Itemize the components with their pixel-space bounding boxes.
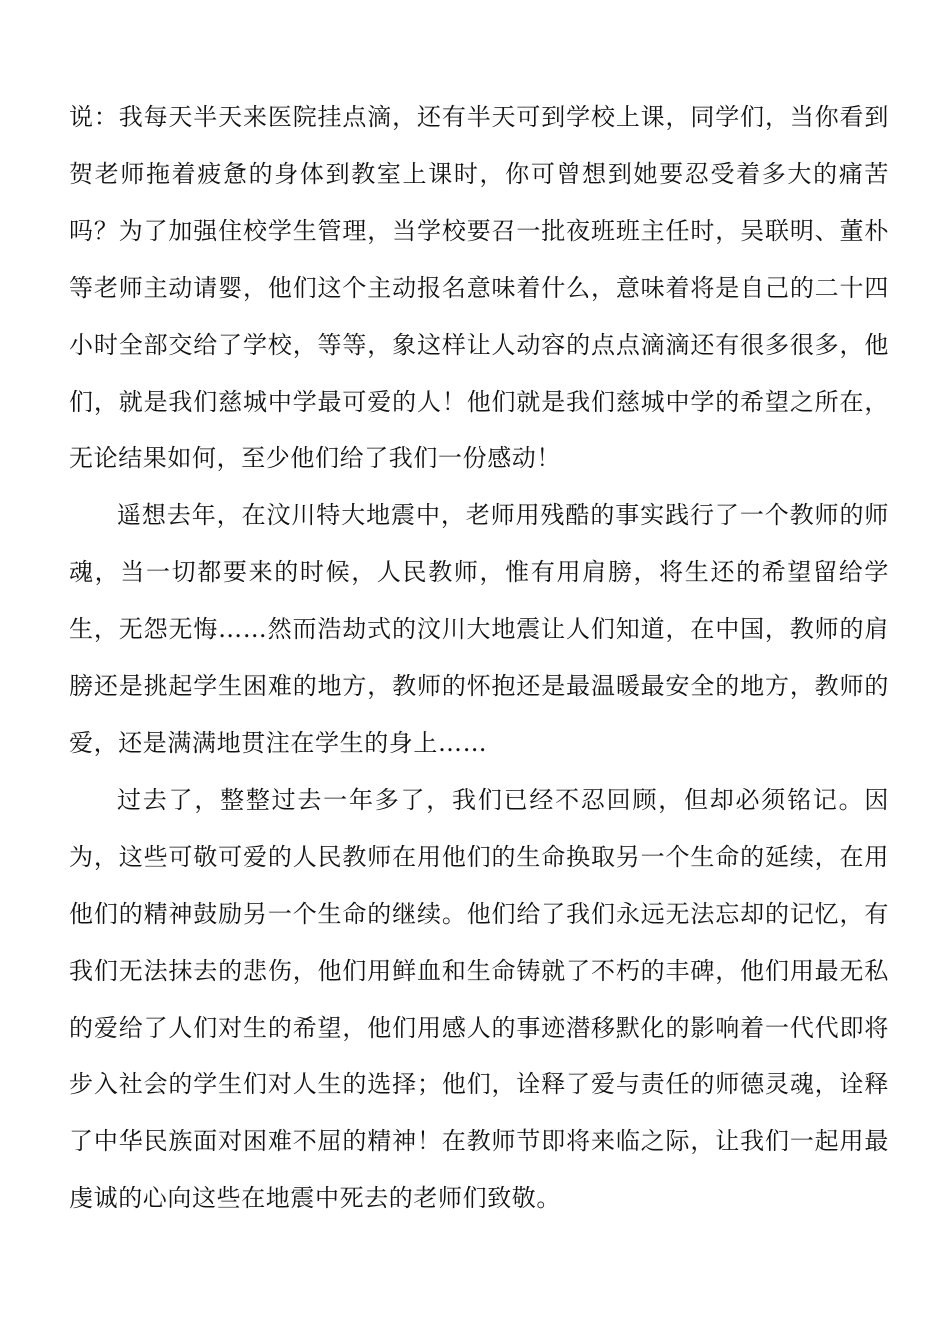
paragraph-continuation: 说：我每天半天来医院挂点滴，还有半天可到学校上课，同学们，当你看到贺老师拖着疲惫的身体到教室上课时，你可曾想到她要忍受着多大的痛苦吗？为了加强住校学生管理，当学校要召一批夜班班主任时，吴联明、董朴等老师主动请婴，他们这个主动报名意味着什么，意味着将是自己的二十四小时全部交给了学校，等等，象这样让人动容的点点滴滴还有很多很多，他们，就是我们慈城中学最可爱的人！他们就是我们慈城中学的希望之所在，无论结果如何，至少他们给了我们一份感动！ — [69, 103, 889, 473]
body-text — [69, 89, 889, 1227]
paragraph-wenchuan-earthquake: 遥想去年，在汶川特大地震中，老师用残酷的事实践行了一个教师的师魂，当一切都要来的时候，人民教师，惟有用肩膀，将生还的希望留给学生，无怨无悔……然而浩劫式的汶川大地震让人们知道，在中国，教师的肩膀还是挑起学生困难的地方，教师的怀抱还是最温暖最安全的地方，教师的爱，还是满满地贯注在学生的身上…… — [69, 501, 889, 757]
paragraph-remembrance: 过去了，整整过去一年多了，我们已经不忍回顾，但却必须铭记。因为，这些可敬可爱的人民教师在用他们的生命换取另一个生命的延续，在用他们的精神鼓励另一个生命的继续。他们给了我们永远无法忘却的记忆，有我们无法抹去的悲伤，他们用鲜血和生命铸就了不朽的丰碑，他们用最无私的爱给了人们对生的希望，他们用感人的事迹潜移默化的影响着一代代即将步入社会的学生们对人生的选择；他们，诠释了爱与责任的师德灵魂，诠释了中华民族面对困难不屈的精神！在教师节即将来临之际，让我们一起用最虔诚的心向这些在地震中死去的老师们致敬。 — [69, 785, 889, 1213]
